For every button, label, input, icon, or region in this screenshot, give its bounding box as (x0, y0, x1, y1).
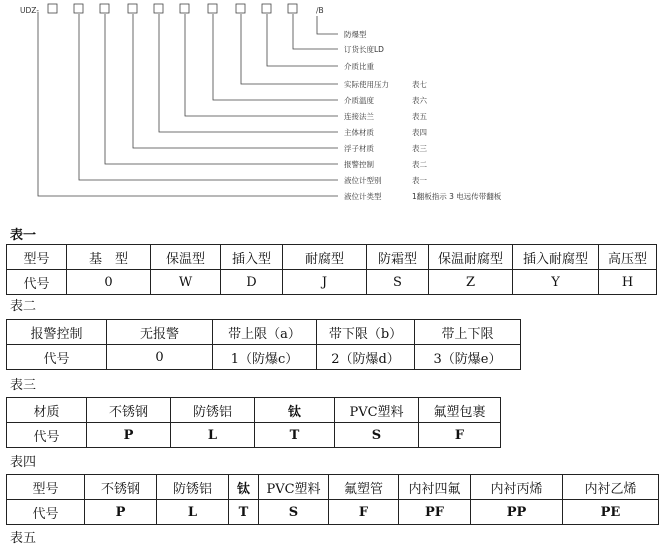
table1-model-type (6, 244, 657, 295)
table2-code-cell: 1（防爆c） (213, 345, 317, 370)
table2-header-cell: 带上限（a） (213, 320, 317, 345)
table2-code-cell: 代号 (7, 345, 107, 370)
table4-code-cell: PF (399, 500, 471, 525)
table4-code-cell: PP (471, 500, 563, 525)
table3-header-cell: PVC塑料 (335, 398, 419, 423)
table1-header-cell: 插入耐腐型 (513, 245, 599, 270)
field-name-label: 浮子材质 (344, 144, 374, 153)
code-box (100, 4, 109, 13)
table4-body-material (6, 474, 659, 525)
field-name-label: 液位计类型 (344, 192, 382, 201)
table3-code-cell: 代号 (7, 423, 87, 448)
table1-code-cell: Y (513, 270, 599, 295)
table4-header-cell: PVC塑料 (259, 475, 329, 500)
field-table-ref: 表四 (412, 128, 427, 137)
table4-header-cell: 内衬乙烯 (563, 475, 659, 500)
table4-code-row (7, 500, 659, 525)
table1-header-cell: 高压型 (599, 245, 657, 270)
field-name-label: 连接法兰 (344, 112, 374, 121)
field-table-ref: 表七 (412, 80, 427, 89)
code-box (180, 4, 189, 13)
table4-code-cell: L (157, 500, 229, 525)
table1-code-cell: H (599, 270, 657, 295)
table4-header-cell: 钛 (229, 475, 259, 500)
table4-code-cell: P (85, 500, 157, 525)
field-name-label: 介质温度 (344, 96, 374, 105)
leader-line (159, 14, 338, 132)
field-name-label: 订货长度LD (344, 45, 384, 54)
field-name-label: 液位计型别 (344, 176, 382, 185)
table1-title: 表一 (10, 228, 37, 243)
table2-alarm-control (6, 319, 521, 370)
field-name-label: 介质比重 (344, 62, 374, 71)
table3-code-cell: L (171, 423, 255, 448)
table1-code-cell: 代号 (7, 270, 67, 295)
table3-code-cell: T (255, 423, 335, 448)
table1-code-cell: Z (429, 270, 513, 295)
leader-line (133, 14, 338, 148)
leader-line (79, 14, 338, 180)
table2-header-row (7, 320, 521, 345)
table3-header-cell: 钛 (255, 398, 335, 423)
table2-header-cell: 带下限（b） (317, 320, 415, 345)
table1-header-row (7, 245, 657, 270)
field-table-ref: 表六 (412, 96, 427, 105)
leader-line (267, 14, 338, 66)
table3-header-cell: 不锈钢 (87, 398, 171, 423)
table2-header-cell: 报警控制 (7, 320, 107, 345)
code-box (74, 4, 83, 13)
code-box (236, 4, 245, 13)
table4-code-cell: PE (563, 500, 659, 525)
code-suffix: /B (316, 6, 324, 15)
table1-header-cell: 基 型 (67, 245, 151, 270)
table1-header-cell: 防霜型 (367, 245, 429, 270)
table4-code-cell: S (259, 500, 329, 525)
table4-title: 表四 (10, 455, 37, 470)
table5-title: 表五 (10, 531, 37, 546)
table2-code-cell: 2（防爆d） (317, 345, 415, 370)
field-name-label: 实际使用压力 (344, 80, 389, 89)
code-box (208, 4, 217, 13)
field-name-label: 防爆型 (344, 30, 367, 39)
leader-lines (38, 12, 338, 196)
table3-code-cell: F (419, 423, 501, 448)
table4-header-cell: 内衬丙烯 (471, 475, 563, 500)
table1-code-cell: W (151, 270, 221, 295)
table1-header-cell: 保温耐腐型 (429, 245, 513, 270)
field-table-ref: 表二 (412, 160, 427, 169)
table4-header-cell: 型号 (7, 475, 85, 500)
leader-line (317, 16, 338, 34)
table1-header-cell: 保温型 (151, 245, 221, 270)
table4-header-cell: 氟塑管 (329, 475, 399, 500)
table4-header-row (7, 475, 659, 500)
leader-line (293, 14, 338, 49)
table4-code-cell: F (329, 500, 399, 525)
table2-code-cell: 0 (107, 345, 213, 370)
table1-code-row (7, 270, 657, 295)
table3-header-cell: 材质 (7, 398, 87, 423)
field-labels (344, 29, 502, 201)
table4-header-cell: 内衬四氟 (399, 475, 471, 500)
table3-code-cell: P (87, 423, 171, 448)
table2-header-cell: 带上下限 (415, 320, 521, 345)
code-box (262, 4, 271, 13)
field-table-ref: 1翻板指示 3 电远传带翻板 (412, 192, 502, 201)
table1-code-cell: J (283, 270, 367, 295)
code-boxes (48, 4, 297, 13)
leader-line (213, 14, 338, 100)
table4-header-cell: 不锈钢 (85, 475, 157, 500)
table4-code-cell: 代号 (7, 500, 85, 525)
table3-code-row (7, 423, 501, 448)
field-name-label: 报警控制 (344, 160, 374, 169)
table3-header-row (7, 398, 501, 423)
table2-code-row (7, 345, 521, 370)
code-box (48, 4, 57, 13)
table1-code-cell: S (367, 270, 429, 295)
code-box (288, 4, 297, 13)
table3-header-cell: 氟塑包裹 (419, 398, 501, 423)
code-prefix: UDZ- (20, 6, 39, 15)
field-table-ref: 表五 (412, 112, 427, 121)
table3-header-cell: 防锈铝 (171, 398, 255, 423)
table1-code-cell: D (221, 270, 283, 295)
table2-code-cell: 3（防爆e） (415, 345, 521, 370)
table2-title: 表二 (10, 299, 37, 314)
table4-header-cell: 防锈铝 (157, 475, 229, 500)
field-name-label: 主体材质 (344, 128, 374, 137)
table1-header-cell: 型号 (7, 245, 67, 270)
table2-header-cell: 无报警 (107, 320, 213, 345)
table3-float-material (6, 397, 501, 448)
ordering-code-diagram (0, 0, 661, 215)
field-table-ref: 表三 (412, 144, 427, 153)
field-table-ref: 表一 (412, 176, 427, 185)
table1-header-cell: 插入型 (221, 245, 283, 270)
table1-header-cell: 耐腐型 (283, 245, 367, 270)
table1-code-cell: 0 (67, 270, 151, 295)
code-box (128, 4, 137, 13)
table3-code-cell: S (335, 423, 419, 448)
code-box (154, 4, 163, 13)
table4-code-cell: T (229, 500, 259, 525)
leader-line (105, 14, 338, 164)
table3-title: 表三 (10, 378, 37, 393)
leader-line (185, 14, 338, 116)
